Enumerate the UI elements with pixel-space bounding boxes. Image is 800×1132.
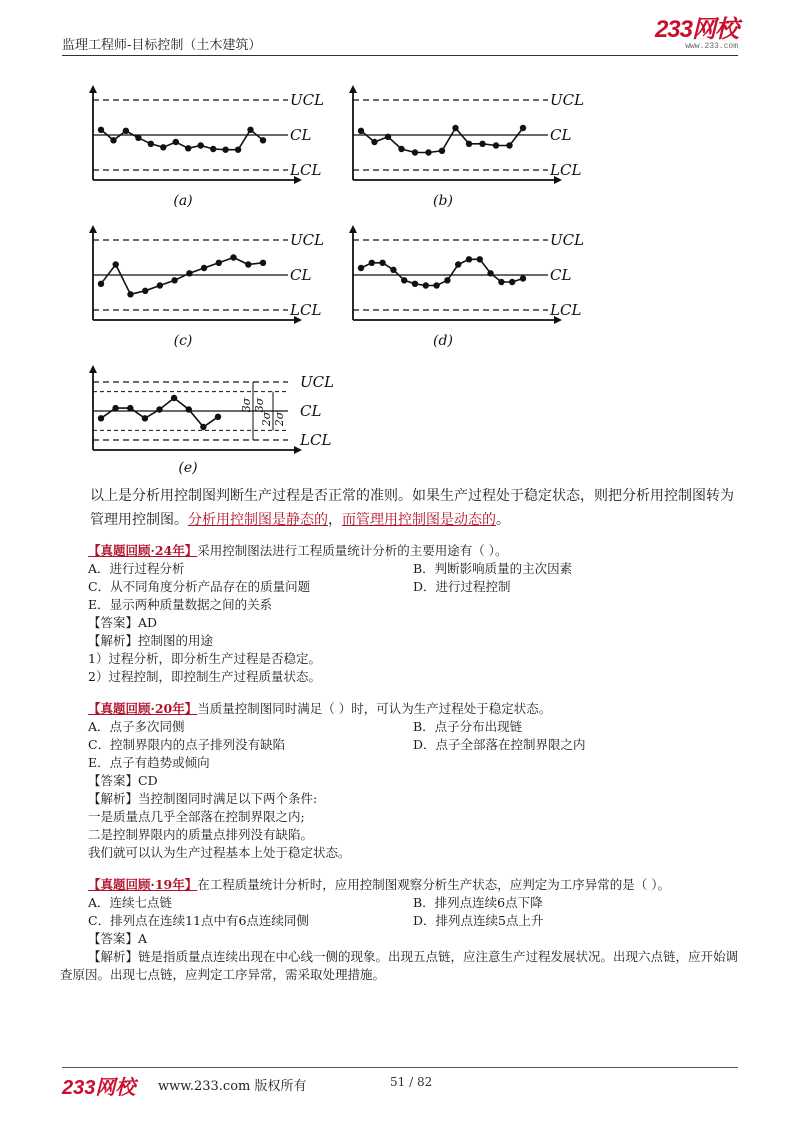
data-point xyxy=(412,281,418,287)
data-point xyxy=(433,282,439,288)
y-axis-arrow xyxy=(89,225,97,233)
analysis-line: 我们就可以认为生产过程基本上处于稳定状态。 xyxy=(88,845,351,860)
chart-caption: (c) xyxy=(173,333,193,349)
cl-label: CL xyxy=(290,126,312,144)
data-point xyxy=(425,149,431,155)
lcl-label: LCL xyxy=(300,431,332,449)
data-point xyxy=(185,145,191,151)
logo-url: www.233.com xyxy=(685,42,738,51)
analysis-line: 【解析】当控制图同时满足以下两个条件: xyxy=(88,791,318,806)
data-point xyxy=(412,149,418,155)
data-point xyxy=(186,270,192,276)
data-point xyxy=(200,424,206,430)
data-point xyxy=(493,142,499,148)
question-block-20 xyxy=(88,700,738,862)
question-tag: 【真题回顾·19年】 xyxy=(88,877,198,892)
data-point xyxy=(135,135,141,141)
footer-divider xyxy=(62,1067,738,1068)
intro-emphasis-dynamic: 而管理用控制图是动态的 xyxy=(342,512,496,528)
data-point xyxy=(498,279,504,285)
lcl-label: LCL xyxy=(550,301,582,319)
ucl-label: UCL xyxy=(300,373,335,391)
data-point xyxy=(520,275,526,281)
data-series-line xyxy=(101,258,263,295)
option-a: A．点子多次同侧 xyxy=(88,719,185,734)
data-point xyxy=(201,265,207,271)
y-axis-arrow xyxy=(89,365,97,373)
two-sigma-label: 2σ xyxy=(273,411,286,427)
analysis-line: 一是质量点几乎全部落在控制界限之内; xyxy=(88,809,305,824)
option-e: E．点子有趋势或倾向 xyxy=(88,755,210,770)
ucl-label: UCL xyxy=(550,231,585,249)
y-axis-arrow xyxy=(349,225,357,233)
analysis-line: 二是控制界限内的质量点排列没有缺陷。 xyxy=(88,827,314,842)
ucl-label: UCL xyxy=(290,91,325,109)
chart-svg xyxy=(88,82,343,207)
data-point xyxy=(98,281,104,287)
data-point xyxy=(439,148,445,154)
data-point xyxy=(142,415,148,421)
question-tag: 【真题回顾·24年】 xyxy=(88,543,198,558)
two-sigma-label: 2σ xyxy=(260,411,273,427)
data-point xyxy=(157,282,163,288)
control-chart-e xyxy=(88,362,348,474)
option-b: B．判断影响质量的主次因素 xyxy=(413,561,573,576)
data-point xyxy=(487,270,493,276)
lcl-label: LCL xyxy=(290,161,322,179)
data-point xyxy=(398,146,404,152)
question-block-24 xyxy=(88,542,738,686)
data-point xyxy=(171,277,177,283)
data-point xyxy=(477,256,483,262)
data-point xyxy=(142,288,148,294)
data-point xyxy=(479,141,485,147)
option-d: D．排列点连续5点上升 xyxy=(413,913,544,928)
data-point xyxy=(186,406,192,412)
option-a: A．连续七点链 xyxy=(88,895,173,910)
chart-caption: (a) xyxy=(173,193,193,209)
data-point xyxy=(385,134,391,140)
y-axis-arrow xyxy=(89,85,97,93)
data-point xyxy=(235,147,241,153)
analysis-line: 2）过程控制，即控制生产过程质量状态。 xyxy=(88,669,321,684)
question-block-19 xyxy=(60,876,739,984)
footer-logo: 233网校 xyxy=(62,1077,136,1099)
option-b: B．排列点连续6点下降 xyxy=(413,895,543,910)
analysis-text: 【解析】链是指质量点连续出现在中心线一侧的现象。出现五点链，应注意生产过程发展状况。出现六点链，应开始调查原因。出现七点链，应判定工序异常，需采取处理措施。 xyxy=(60,949,739,982)
answer: 【答案】A xyxy=(88,931,148,946)
question-stem: 当质量控制图同时满足（ ）时，可认为生产过程处于稳定状态。 xyxy=(197,701,552,716)
data-point xyxy=(216,260,222,266)
data-point xyxy=(98,415,104,421)
data-point xyxy=(260,260,266,266)
cl-label: CL xyxy=(290,266,312,284)
data-point xyxy=(113,261,119,267)
data-point xyxy=(369,260,375,266)
analysis-line: 【解析】控制图的用途 xyxy=(88,633,214,648)
data-point xyxy=(466,141,472,147)
data-point xyxy=(423,282,429,288)
cl-label: CL xyxy=(300,402,322,420)
chart-caption: (e) xyxy=(178,460,198,476)
data-point xyxy=(452,125,458,131)
chart-svg xyxy=(348,82,603,207)
option-c: C．排列点在连续11点中有6点连续同侧 xyxy=(88,913,309,928)
data-point xyxy=(401,277,407,283)
data-point xyxy=(171,395,177,401)
chart-svg xyxy=(348,222,603,347)
data-point xyxy=(444,277,450,283)
data-point xyxy=(173,139,179,145)
data-point xyxy=(358,128,364,134)
cl-label: CL xyxy=(550,266,572,284)
data-point xyxy=(127,291,133,297)
three-sigma-label: 3σ xyxy=(240,397,253,413)
control-chart-c xyxy=(88,222,343,347)
control-chart-a xyxy=(88,82,343,207)
answer: 【答案】CD xyxy=(88,773,158,788)
ucl-label: UCL xyxy=(290,231,325,249)
option-d: D．进行过程控制 xyxy=(413,579,511,594)
data-point xyxy=(160,144,166,150)
data-point xyxy=(112,405,118,411)
data-point xyxy=(247,127,253,133)
y-axis-arrow xyxy=(349,85,357,93)
analysis-line: 1）过程分析，即分析生产过程是否稳定。 xyxy=(88,651,321,666)
control-chart-d xyxy=(348,222,603,347)
data-point xyxy=(222,147,228,153)
data-point xyxy=(506,142,512,148)
option-b: B．点子分布出现链 xyxy=(413,719,523,734)
option-c: C．控制界限内的点子排列没有缺陷 xyxy=(88,737,286,752)
chart-caption: (d) xyxy=(433,333,453,349)
control-chart-b xyxy=(348,82,603,207)
data-point xyxy=(358,265,364,271)
question-stem: 采用控制图法进行工程质量统计分析的主要用途有（ ）。 xyxy=(197,543,508,558)
option-c: C．从不同角度分析产品存在的质量问题 xyxy=(88,579,311,594)
intro-emphasis-static: 分析用控制图是静态的 xyxy=(188,512,328,528)
data-point xyxy=(110,137,116,143)
page-number: 51 / 82 xyxy=(390,1075,433,1089)
data-point xyxy=(371,139,377,145)
option-d: D．点子全部落在控制界限之内 xyxy=(413,737,586,752)
data-point xyxy=(390,267,396,273)
lcl-label: LCL xyxy=(550,161,582,179)
three-sigma-label: 3σ xyxy=(253,397,266,413)
document-header-title: 监理工程师-目标控制（土木建筑） xyxy=(62,38,262,53)
data-point xyxy=(230,254,236,260)
question-tag: 【真题回顾·20年】 xyxy=(88,701,198,716)
data-point xyxy=(215,414,221,420)
chart-svg xyxy=(88,222,343,347)
intro-separator: ， xyxy=(328,512,342,528)
intro-paragraph xyxy=(62,484,738,532)
intro-text: 以上是分析用控制图判断生产过程是否正常的准则。如果生产过程处于稳定状态，则把分析用控制图转为管理用控制图。 xyxy=(90,488,734,528)
data-point xyxy=(245,261,251,267)
logo-text: 233网校 xyxy=(654,16,738,43)
answer: 【答案】AD xyxy=(88,615,158,630)
option-a: A．进行过程分析 xyxy=(88,561,185,576)
ucl-label: UCL xyxy=(550,91,585,109)
footer-copyright: www.233.com 版权所有 xyxy=(158,1079,307,1094)
header-divider xyxy=(62,55,738,56)
data-point xyxy=(379,260,385,266)
data-point xyxy=(260,137,266,143)
data-point xyxy=(466,256,472,262)
data-point xyxy=(455,261,461,267)
data-point xyxy=(127,405,133,411)
data-point xyxy=(520,125,526,131)
question-stem: 在工程质量统计分析时，应用控制图观察分析生产状态，应判定为工序异常的是（ ）。 xyxy=(197,877,670,892)
data-point xyxy=(148,141,154,147)
analysis-paragraph xyxy=(60,948,738,984)
option-e: E．显示两种质量数据之间的关系 xyxy=(88,597,273,612)
data-point xyxy=(509,279,515,285)
data-point xyxy=(123,128,129,134)
chart-svg xyxy=(88,362,348,474)
chart-caption: (b) xyxy=(433,193,453,209)
data-point xyxy=(156,406,162,412)
data-point xyxy=(98,127,104,133)
cl-label: CL xyxy=(550,126,572,144)
intro-end: 。 xyxy=(496,512,510,528)
brand-logo xyxy=(655,18,738,51)
data-point xyxy=(210,146,216,152)
lcl-label: LCL xyxy=(290,301,322,319)
data-point xyxy=(198,142,204,148)
